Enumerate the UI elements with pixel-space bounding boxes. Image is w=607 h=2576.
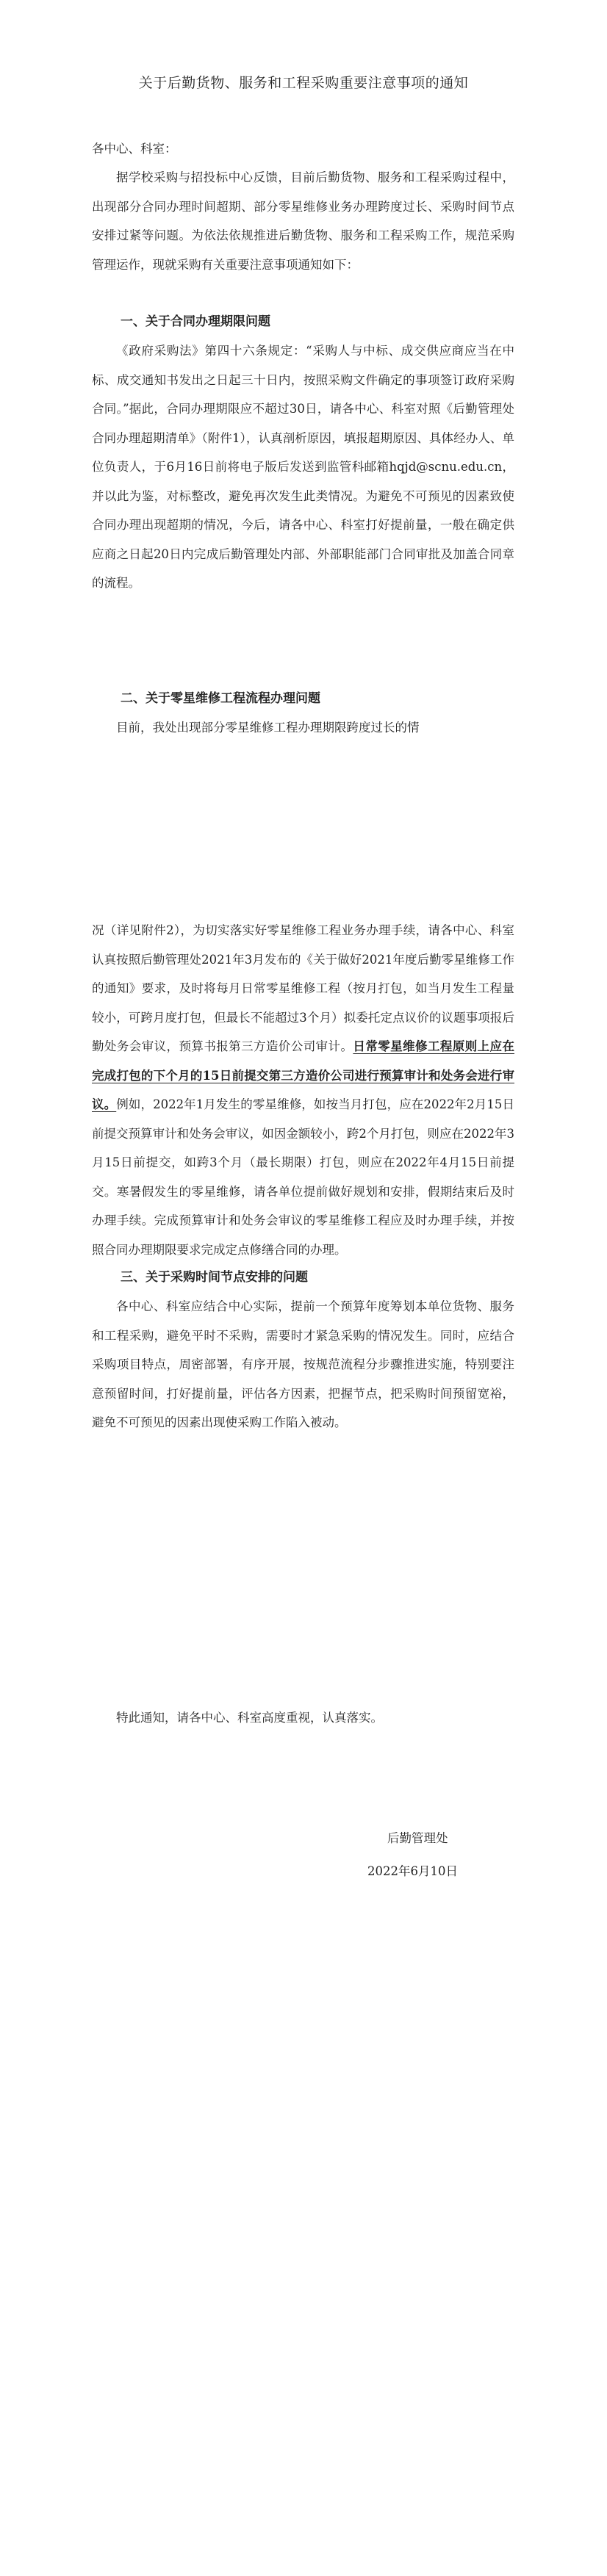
signature-department: 后勤管理处 [387, 1831, 448, 1845]
section-2-body-part2 [92, 916, 514, 1264]
section-1-heading: 一、关于合同办理期限问题 [121, 314, 270, 329]
section-3-heading: 三、关于采购时间节点安排的问题 [121, 1270, 308, 1285]
document-title: 关于后勤货物、服务和工程采购重要注意事项的通知 [138, 75, 469, 91]
section-3-body: 各中心、科室应结合中心实际，提前一个预算年度筹划本单位货物、服务和工程采购，避免平时不采购，需要时才紧急采购的情况发生。同时，应结合采购项目特点，周密部署，有序开展，按规范流程分步骤推进实施，特别要注意预留时间，打好提前量，评估各方因素，把握节点，把采购时间预留宽裕，避免不可预见的因素出现使采购工作陷入被动。 [92, 1299, 514, 1429]
salutation: 各中心、科室： [92, 142, 177, 156]
intro-paragraph: 据学校采购与招投标中心反馈，目前后勤货物、服务和工程采购过程中，出现部分合同办理时间超期、部分零星维修业务办理跨度过长、采购时间节点安排过紧等问题。为依法依规推进后勤货物、服务和工程采购工作，规范采购管理运作，现就采购有关重要注意事项通知如下： [92, 170, 514, 272]
section-2-body-part1: 目前，我处出现部分零星维修工程办理期限跨度过长的情 [116, 721, 420, 735]
section-2-bold-rule: 日常零星维修工程原则上应在完成打包的下个月的15日前提交第三方造价公司进行预算审计和处务会进行审议。 [92, 1039, 515, 1111]
closing-sentence: 特此通知，请各中心、科室高度重视，认真落实。 [116, 1711, 383, 1725]
section-1-body: 《政府采购法》第四十六条规定：“采购人与中标、成交供应商应当在中标、成交通知书发出之日起三十日内，按照采购文件确定的事项签订政府采购合同。”据此，合同办理期限应不超过30日，请各中心、科室对照《后勤管理处合同办理超期清单》（附件1），认真剖析原因，填报超期原因、具体经办人、单位负责人，于6月16日前将电子版后发送到监管科邮箱hqjd@scnu.edu.cn，并以此为鉴，对标整改，避免再次发生此类情况。为避免不可预见的因素致使合同办理出现超期的情况，今后，请各中心、科室打好提前量，一般在确定供应商之日起20日内完成后勤管理处内部、外部职能部门合同审批及加盖合同章的流程。 [92, 344, 514, 590]
section-2-text-b: 例如，2022年1月发生的零星维修，如按当月打包，应在2022年2月15日前提交预算审计和处务会审议，如因金额较小，跨2个月打包，则应在2022年3月15日前提交，如跨3个月（最长期限）打包，则应在2022年4月15日前提交。寒暑假发生的零星维修，请各单位提前做好规划和安排，假期结束后及时办理手续。完成预算审计和处务会审议的零星维修工程应及时办理手续，并按照合同办理期限要求完成定点修缮合同的办理。 [92, 1097, 514, 1257]
signature-date: 2022年6月10日 [367, 1864, 458, 1878]
section-2-text-a: 况（详见附件2），为切实落实好零星维修工程业务办理手续，请各中心、科室认真按照后勤管理处2021年3月发布的《关于做好2021年度后勤零星维修工作的通知》要求，及时将每月日常零星维修工程（按月打包，如当月发生工程量较小，可跨月度打包，但最长不能超过3个月）拟委托定点议价的议题事项报后勤处务会审议，预算书报第三方造价公司审计。 [92, 923, 514, 1053]
section-2-heading: 二、关于零星维修工程流程办理问题 [121, 691, 320, 706]
